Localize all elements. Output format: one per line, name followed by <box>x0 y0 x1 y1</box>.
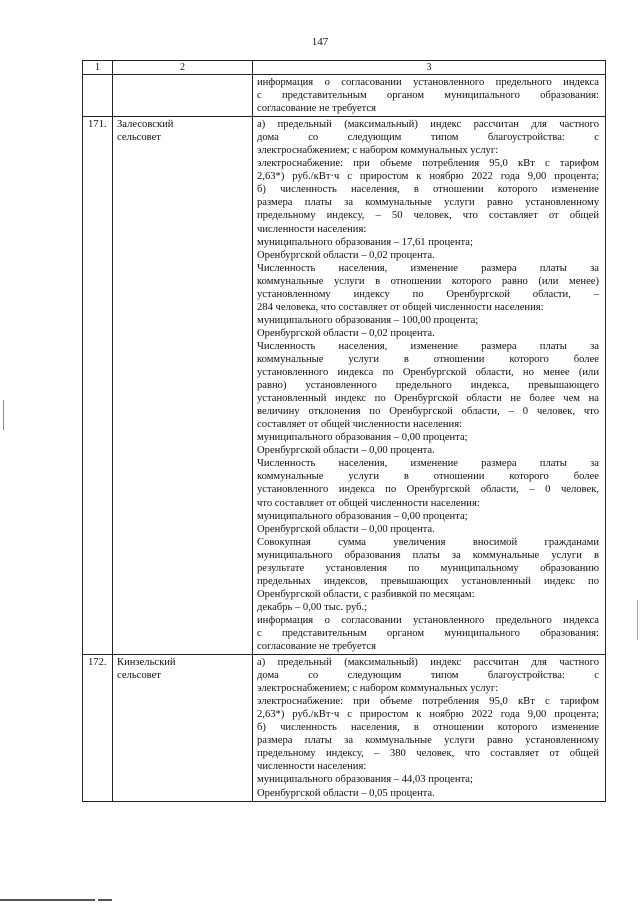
text-line: численности населения: <box>257 761 367 773</box>
text-line: коммунальные услуги в отношении которого равно (или менее) <box>257 275 599 287</box>
scan-artifact <box>3 400 4 430</box>
scan-artifact <box>637 600 638 640</box>
municipality-name-line: Залесовский <box>117 119 174 131</box>
text-line: Оренбургской области, с разбивкой по месяцам: <box>257 588 475 600</box>
text-line: дома со следующим типом благоустройства: с <box>257 670 599 682</box>
text-line: предельных индексов, превышающих установленный индекс по <box>257 575 599 587</box>
text-line: 2,63*) руб./кВт·ч с приростом к ноябрю 2022 года 9,00 процента; <box>257 709 599 721</box>
text-line: электроснабжением; с набором коммунальных услуг: <box>257 145 499 157</box>
text-line: составляет от общей численности населения: <box>257 419 463 431</box>
text-line: муниципального образования – 0,00 процента; <box>257 510 468 522</box>
municipality-name <box>113 117 253 655</box>
text-line: предельному индексу, – 50 человек, что составляет от общей <box>257 210 599 222</box>
text-line: с представительным органом муниципального образования: <box>257 627 599 639</box>
text-line: Оренбургской области – 0,00 процента. <box>257 445 435 457</box>
footnote-rule <box>98 899 112 901</box>
table-row <box>83 655 606 802</box>
text-line: электроснабжение: при объеме потребления 95,0 кВт с тарифом <box>257 158 599 170</box>
text-line: установленному индексу по Оренбургской области, – <box>257 288 599 300</box>
row-content <box>253 117 606 655</box>
text-line: Совокупная сумма увеличения вносимой гражданами <box>257 536 599 548</box>
text-line: коммунальные услуги в отношении которого более <box>257 471 599 483</box>
text-line: установленного индекса по Оренбургской области, – 0 человек, <box>257 484 599 496</box>
text-line: Оренбургской области – 0,02 процента. <box>257 327 435 339</box>
text-line: 2,63*) руб./кВт·ч с приростом к ноябрю 2022 года 9,00 процента; <box>257 171 599 183</box>
text-line: с представительным органом муниципального образования: <box>257 90 599 102</box>
text-line: результате установления по муниципальному образованию <box>257 562 599 574</box>
text-line: Численность населения, изменение размера платы за <box>257 262 599 274</box>
text-line: предельному индексу, – 380 человек, что составляет от общей <box>257 748 599 760</box>
carryover-row <box>83 75 606 117</box>
text-line: Численность населения, изменение размера платы за <box>257 458 599 470</box>
table-header-row <box>83 61 606 75</box>
text-line: Оренбургской области – 0,05 процента. <box>257 787 435 799</box>
column-header-1: 1 <box>83 61 113 75</box>
text-line: муниципального образования платы за коммунальные услуги в <box>257 549 599 561</box>
text-line: численности населения: <box>257 223 367 235</box>
table-row <box>83 117 606 655</box>
regulation-table <box>82 60 606 802</box>
text-line: Численность населения, изменение размера платы за <box>257 340 599 352</box>
text-line: электроснабжением; с набором коммунальных услуг: <box>257 683 499 695</box>
municipality-name-line: Кинзельский <box>117 657 176 669</box>
column-header-3: 3 <box>253 61 606 75</box>
row-number: 171. <box>83 117 113 655</box>
footnote-rule <box>0 899 95 901</box>
text-line: Оренбургской области – 0,02 процента. <box>257 249 435 261</box>
text-line: муниципального образования – 17,61 процента; <box>257 236 473 248</box>
text-line: установленный индекс по Оренбургской области не более чем на <box>257 393 599 405</box>
text-line: размера платы за коммунальные услуги равно установленному <box>257 197 599 209</box>
text-line: согласование не требуется <box>257 103 377 115</box>
text-line: согласование не требуется <box>257 641 377 653</box>
text-line: муниципального образования – 100,00 процента; <box>257 314 479 326</box>
municipality-name <box>113 655 253 802</box>
text-line: установленного индекса по Оренбургской области, но менее (или <box>257 367 599 379</box>
carryover-content <box>253 75 606 117</box>
text-line: дома со следующим типом благоустройства: с <box>257 132 599 144</box>
text-line: муниципального образования – 0,00 процента; <box>257 432 468 444</box>
text-line: равно) установленного предельного индекса, превышающего <box>257 380 599 392</box>
text-line: а) предельный (максимальный) индекс рассчитан для частного <box>257 119 599 131</box>
municipality-name-line: сельсовет <box>117 132 161 144</box>
text-line: муниципального образования – 44,03 процента; <box>257 774 473 786</box>
text-line: информация о согласовании установленного предельного индекса <box>257 614 599 626</box>
text-line: а) предельный (максимальный) индекс рассчитан для частного <box>257 657 599 669</box>
text-line: Оренбургской области – 0,00 процента. <box>257 523 435 535</box>
text-line: б) численность населения, в отношении которого изменение <box>257 184 599 196</box>
municipality-name-line: сельсовет <box>117 670 161 682</box>
text-line: что составляет от общей численности населения: <box>257 497 480 509</box>
page-number: 147 <box>311 36 329 48</box>
text-line: электроснабжение: при объеме потребления 95,0 кВт с тарифом <box>257 696 599 708</box>
column-header-2: 2 <box>113 61 253 75</box>
text-line: величину отклонения по Оренбургской области, – 0 человек, что <box>257 406 599 418</box>
row-content <box>253 655 606 802</box>
text-line: коммунальные услуги в отношении которого более <box>257 353 599 365</box>
text-line: размера платы за коммунальные услуги равно установленному <box>257 735 599 747</box>
text-line: декабрь – 0,00 тыс. руб.; <box>257 601 368 613</box>
text-line: 284 человека, что составляет от общей численности населения: <box>257 301 544 313</box>
text-line: информация о согласовании установленного предельного индекса <box>257 77 599 88</box>
row-number: 172. <box>83 655 113 802</box>
text-line: б) численность населения, в отношении которого изменение <box>257 722 599 734</box>
